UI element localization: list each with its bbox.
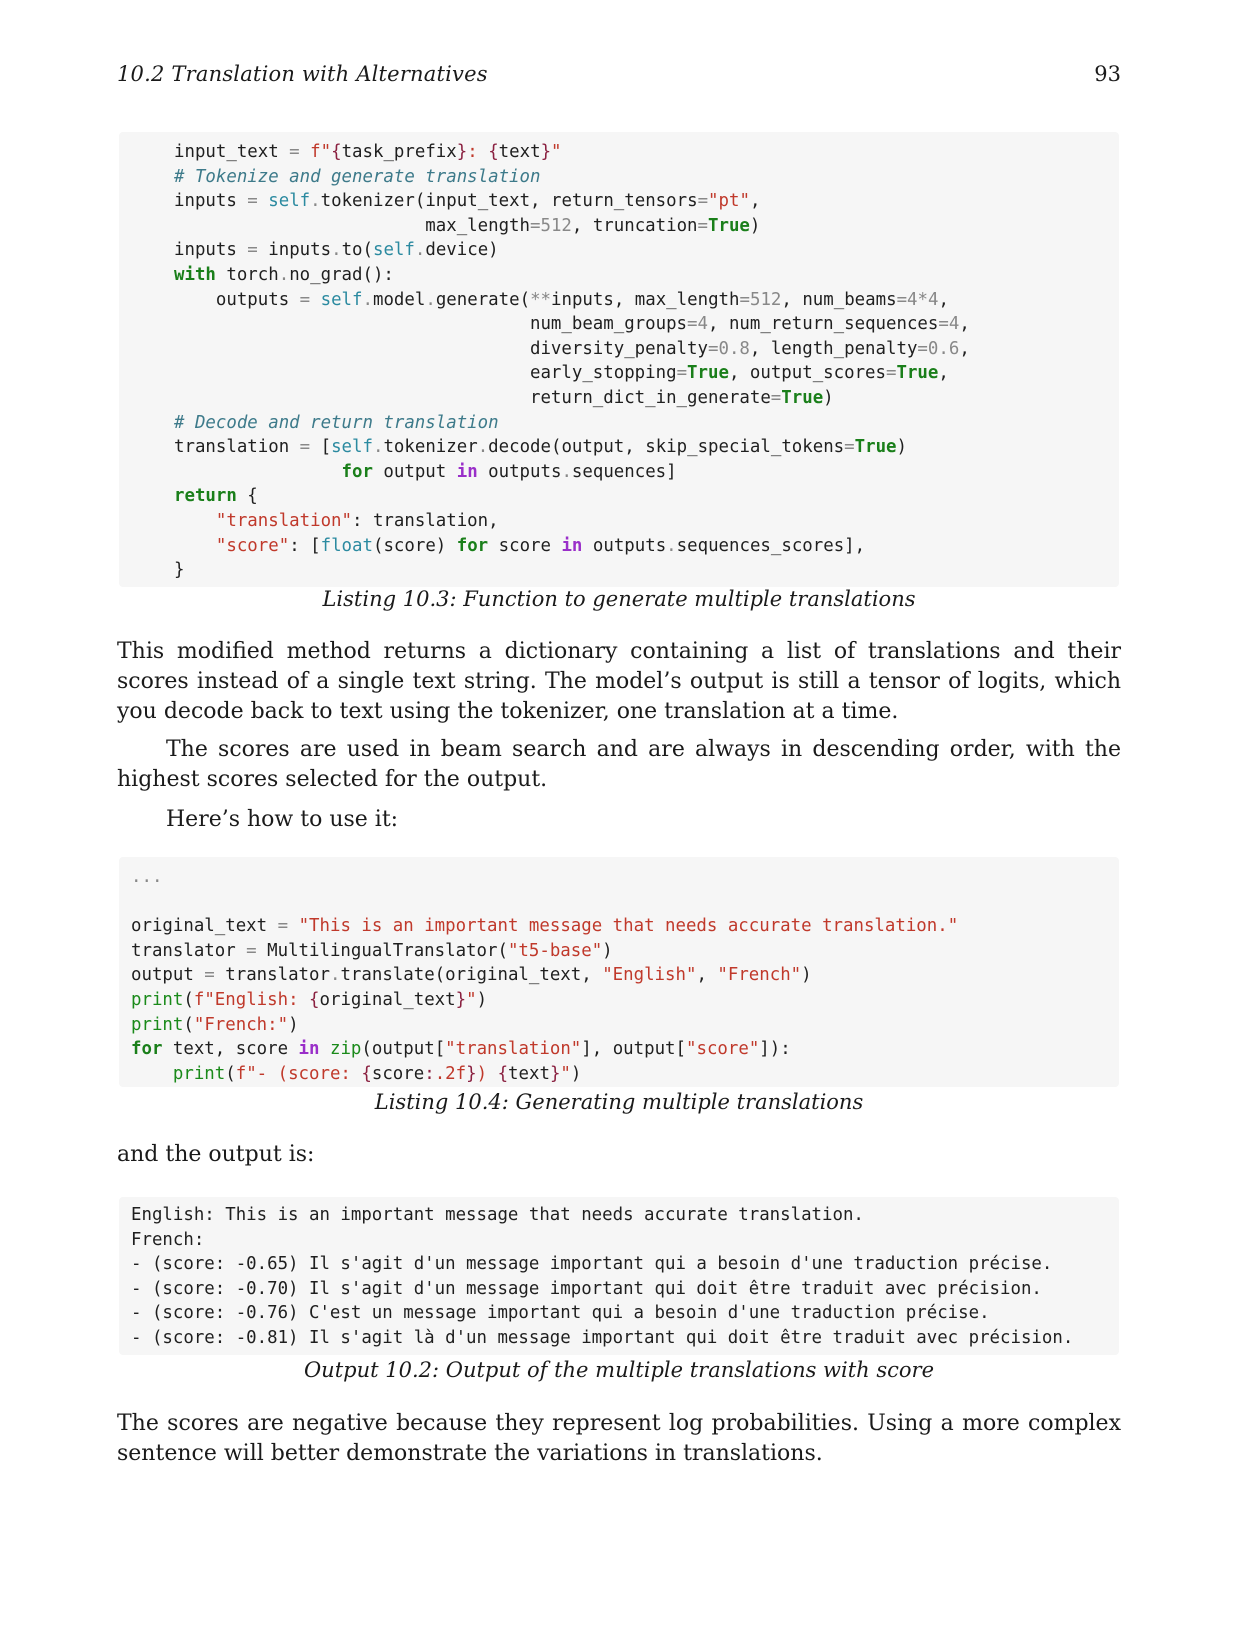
code-line: num_beam_groups=4, num_return_sequences=4, xyxy=(174,314,970,335)
output-line: French: xyxy=(131,1229,205,1250)
code-line: # Tokenize and generate translation xyxy=(174,166,541,187)
code-listing-10-3 xyxy=(119,132,1119,587)
code-line: print("French:") xyxy=(131,1014,299,1035)
code-line: } xyxy=(174,560,185,581)
body-paragraph: and the output is: xyxy=(117,1142,315,1167)
code-line: for text, score in zip(output["translation"], output["score"]): xyxy=(131,1039,791,1060)
code-line: with torch.no_grad(): xyxy=(174,264,394,285)
code-line: inputs = inputs.to(self.device) xyxy=(174,240,499,261)
listing-caption: Listing 10.4: Generating multiple translations xyxy=(374,1090,864,1114)
code-line: return { xyxy=(174,486,258,507)
code-line: original_text = "This is an important message that needs accurate translation." xyxy=(131,916,959,937)
code-line: print(f"English: {original_text}") xyxy=(131,989,488,1010)
code-listing-10-4 xyxy=(119,857,1119,1087)
running-title: 10.2 Translation with Alternatives xyxy=(117,62,488,86)
output-line: - (score: -0.65) Il s'agit d'un message important qui a besoin d'une traduction précise. xyxy=(131,1254,1053,1275)
code-line: translator = MultilingualTranslator("t5-base") xyxy=(131,940,613,961)
body-paragraph: The scores are negative because they represent log probabilities. Using a more complex sentence will better demonstrate the variations in translations. xyxy=(117,1411,1121,1466)
listing-caption: Listing 10.3: Function to generate multiple translations xyxy=(322,587,916,611)
code-line: for output in outputs.sequences] xyxy=(341,461,677,482)
code-line: output = translator.translate(original_text, "English", "French") xyxy=(131,965,812,986)
code-line: translation = [self.tokenizer.decode(output, skip_special_tokens=True) xyxy=(174,437,908,458)
code-line: inputs = self.tokenizer(input_text, return_tensors="pt", xyxy=(174,191,761,212)
body-paragraph: The scores are used in beam search and are always in descending order, with the highest scores selected for the output. xyxy=(117,737,1121,792)
code-line: ... xyxy=(131,867,163,887)
output-caption: Output 10.2: Output of the multiple translations with score xyxy=(303,1358,935,1382)
output-line: - (score: -0.70) Il s'agit d'un message important qui doit être traduit avec précision. xyxy=(131,1278,1042,1299)
code-line: diversity_penalty=0.8, length_penalty=0.6, xyxy=(174,338,970,359)
code-line: outputs = self.model.generate(**inputs, max_length=512, num_beams=4*4, xyxy=(174,289,949,310)
code-line: "score": [float(score) for score in outputs.sequences_scores], xyxy=(215,535,866,556)
code-line xyxy=(131,890,1119,915)
body-paragraph: This modified method returns a dictionary containing a list of translations and their scores instead of a single text string. The model’s output is still a tensor of logits, which you decode back to text using the tokenizer, one translation at a time. xyxy=(117,639,1121,724)
output-line: English: This is an important message that needs accurate translation. xyxy=(131,1205,864,1225)
output-block-10-2 xyxy=(119,1197,1119,1355)
running-header xyxy=(117,62,1121,92)
code-line: "translation": translation, xyxy=(215,510,499,531)
code-line: max_length=512, truncation=True) xyxy=(174,215,761,236)
code-line: # Decode and return translation xyxy=(174,412,499,433)
code-line: return_dict_in_generate=True) xyxy=(174,387,834,408)
page-number: 93 xyxy=(1094,62,1121,86)
code-line: input_text = f"{task_prefix}: {text}" xyxy=(174,142,562,162)
body-paragraph: Here’s how to use it: xyxy=(166,807,399,832)
code-line: early_stopping=True, output_scores=True, xyxy=(174,363,949,384)
code-line: print(f"- (score: {score:.2f}) {text}") xyxy=(172,1063,582,1084)
output-line: - (score: -0.76) C'est un message important qui a besoin d'une traduction précise. xyxy=(131,1303,990,1324)
output-line: - (score: -0.81) Il s'agit là d'un message important qui doit être traduit avec précision. xyxy=(131,1327,1074,1348)
